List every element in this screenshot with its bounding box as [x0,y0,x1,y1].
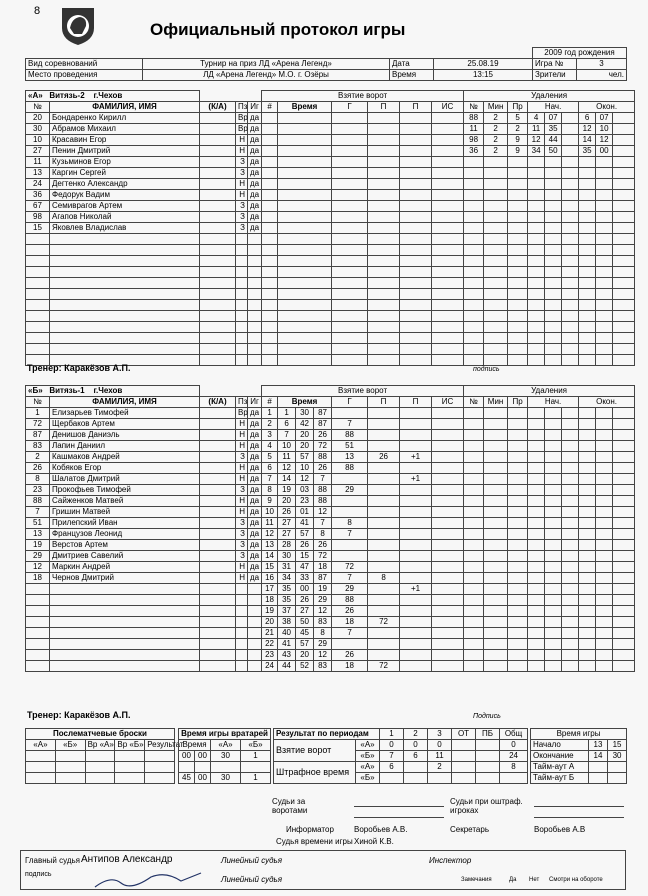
player-name: Денишов Даниэль [50,430,200,441]
player-name [50,234,200,245]
player-name: Красавин Егор [50,135,200,146]
player-name: Агапов Николай [50,212,200,223]
signatures-block: Главный судья Антипов Александр подпись Линейный судья Линейный судья Инспектор Замечания Да Нет Смотри на обороте [20,850,626,890]
game-value: 3 [577,59,627,70]
player-name [50,245,200,256]
player-name [50,267,200,278]
team-b-row: 87 Денишов Даниэль Н да 3 7 20 26 88 [26,430,635,441]
comp-label: Вид соревнований [26,59,143,70]
team-a-section: «А» Витязь-2 г.Чехов Взятие ворот Удаления № ФАМИЛИЯ, ИМЯ (К/А) Пз Иг # Время Г П П ИС № Мин Пр Нач. Окон. 20 Бондаренко Кирилл Вр да 88 2 5 4 07 6 07 30 Абрамов Михаил Вр да 11 2 2 11 35 12 10 10 Красавин Егор Н да 98 2 9 12 44 14 12 27 Пенин Дмитрий Н да 36 2 9 34 50 35 00 11 Кузьминов Егор З да 13 Каргин Сергей З да 24 Дегтенко Александр Н да 36 Федорук Вадим Н да 67 Семиврагов Артем З да 98 Агапов Николай З да 15 Яковлев Владислав З да Тренер: Каракёзов А.П. подпись [25,90,626,366]
comp-value: Турнир на приз ЛД «Арена Легенд» [143,59,390,70]
chief-name: Антипов Александр [81,854,173,865]
player-name [50,322,200,333]
period-results-table: Результат по периодам 1 2 3 ОТ ПБ Общ Взятие ворот «А» 0 0 0 0 «Б» 7 6 11 24 Штрафное время «А» 6 2 8 «Б» [273,728,528,784]
player-name: Чернов Дмитрий [50,573,200,584]
player-name: Кобяков Егор [50,463,200,474]
player-name: Щербаков Артем [50,419,200,430]
spect-value: чел. [577,70,627,81]
player-name: Федорук Вадим [50,190,200,201]
team-b-section: «Б» Витязь-1 г.Чехов Взятие ворот Удаления № ФАМИЛИЯ, ИМЯ (К/А) Пз Иг # Время Г П П ИС № Мин Пр Нач. Окон. 1 Елизарьев Тимофей Вр да 1 1 30 87 72 Щербаков Артем Н да 2 6 42 87 7 87 Денишов Даниэль Н да 3 7 20 26 88 83 Лапин Даниил Н да 4 10 20 72 51 2 Кашмаков Андрей З да 5 11 57 88 13 26 +1 26 Кобяков Егор Н да 6 12 10 26 88 8 Шалатов Дмитрий Н да 7 14 12 7 +1 23 Прокофьев Тимофей З да 8 19 03 88 29 88 Сайженков Матвей Н да 9 20 23 88 7 Гришин Матвей Н да 10 26 01 12 51 Прилепский Иван З да 11 27 41 7 8 13 Французов Леонид З да 12 27 57 8 7 19 Верстов Артем З да 13 28 26 26 29 Дмитриев Савелий З да 14 30 15 72 12 Маркин Андрей Н да 15 31 47 18 72 18 Чернов Дмитрий Н да 16 34 33 87 7 8 17 35 00 19 29 +1 18 35 26 29 88 19 37 27 12 26 20 38 50 83 18 72 21 40 45 8 7 22 41 57 29 23 43 20 12 26 24 44 52 83 18 72 Тренер: Каракёзов А.П. Подпись [25,385,626,672]
player-name: Абрамов Михаил [50,124,200,135]
team-b-row: 22 41 57 29 [26,639,635,650]
player-name: Бондаренко Кирилл [50,113,200,124]
player-name: Каргин Сергей [50,168,200,179]
team-a-row [26,278,635,289]
time-label: Время [390,70,434,81]
player-name: Кузьминов Егор [50,157,200,168]
team-a-row [26,256,635,267]
player-name [50,584,200,595]
player-name [50,628,200,639]
player-name: Сайженков Матвей [50,496,200,507]
team-b-row: 13 Французов Леонид З да 12 27 57 8 7 [26,529,635,540]
team-a-row [26,322,635,333]
player-name: Дмитриев Савелий [50,551,200,562]
team-a-row [26,311,635,322]
date-label: Дата [390,59,434,70]
player-name [50,289,200,300]
birth-year: 2009 год рождения [533,48,627,59]
team-b-name: Витязь-1 [49,386,85,395]
date-value: 25.08.19 [434,59,533,70]
team-a-row: 20 Бондаренко Кирилл Вр да 88 2 5 4 07 6 07 [26,113,635,124]
player-name: Лапин Даниил [50,441,200,452]
chief-signature-icon [91,865,211,891]
team-b-coach: Тренер: Каракёзов А.П. [27,710,131,720]
player-name [50,256,200,267]
player-name [50,617,200,628]
page-number: 8 [34,5,41,17]
player-name: Пенин Дмитрий [50,146,200,157]
player-name: Яковлев Владислав [50,223,200,234]
league-logo-icon [60,4,96,46]
team-a-row: 67 Семиврагов Артем З да [26,201,635,212]
team-b-row: 51 Прилепский Иван З да 11 27 41 7 8 [26,518,635,529]
team-a-sign: подпись [473,366,500,373]
team-b-row: 18 35 26 29 88 [26,595,635,606]
team-b-row: 12 Маркин Андрей Н да 15 31 47 18 72 [26,562,635,573]
place-label: Место проведения [26,70,143,81]
team-b-row: 1 Елизарьев Тимофей Вр да 1 1 30 87 [26,408,635,419]
team-a-row: 11 Кузьминов Егор З да [26,157,635,168]
game-time-table: Время игры Начало 13 15 Окончание 14 30 Тайм-аут А Тайм-аут Б [530,728,627,784]
team-b-row: 20 38 50 83 18 72 [26,617,635,628]
team-a-row: 27 Пенин Дмитрий Н да 36 2 9 34 50 35 00 [26,146,635,157]
player-name [50,278,200,289]
team-b-row: 19 37 27 12 26 [26,606,635,617]
player-name: Семиврагов Артем [50,201,200,212]
page-title: Официальный протокол игры [150,20,406,39]
team-a-row [26,344,635,355]
player-name [50,300,200,311]
player-name [50,344,200,355]
team-b-row: 72 Щербаков Артем Н да 2 6 42 87 7 [26,419,635,430]
player-name: Кашмаков Андрей [50,452,200,463]
team-a-row: 24 Дегтенко Александр Н да [26,179,635,190]
player-name [50,595,200,606]
game-info-table [25,47,627,81]
time-value: 13:15 [434,70,533,81]
team-b-row: 24 44 52 83 18 72 [26,661,635,672]
player-name [50,606,200,617]
team-b-sign: Подпись [473,713,501,720]
team-b-row: 23 43 20 12 26 [26,650,635,661]
player-name [50,639,200,650]
team-a-row [26,289,635,300]
team-b-row: 83 Лапин Даниил Н да 4 10 20 72 51 [26,441,635,452]
spect-label: Зрители [533,70,577,81]
team-a-row [26,333,635,344]
player-name [50,333,200,344]
team-b-row: 18 Чернов Дмитрий Н да 16 34 33 87 7 8 [26,573,635,584]
team-b-row: 7 Гришин Матвей Н да 10 26 01 12 [26,507,635,518]
player-name: Шалатов Дмитрий [50,474,200,485]
team-a-row: 15 Яковлев Владислав З да [26,223,635,234]
team-a-row [26,234,635,245]
shootout-table: Послематчевые броски «А» «Б» Вр «А» Вр «Б» Результат [25,728,175,784]
team-a-coach: Тренер: Каракёзов А.П. [27,363,131,373]
team-a-row: 13 Каргин Сергей З да [26,168,635,179]
team-a-name: Витязь-2 [49,91,85,100]
goalie-time-table: Время игры вратарей Время «А» «Б» 00 00 30 1 45 00 30 1 [178,728,271,784]
player-name: Прокофьев Тимофей [50,485,200,496]
game-label: Игра № [533,59,577,70]
place-value: ЛД «Арена Легенд» М.О. г. Озёры [143,70,390,81]
team-b-row: 23 Прокофьев Тимофей З да 8 19 03 88 29 [26,485,635,496]
protocol-page: 8 Официальный протокол игры 2009 год рождения Вид соревнований Турнир на приз ЛД «Арена Легенд» Дата 25.08.19 Игра № 3 Место проведения ЛД «Арена Легенд» М.О. г. Озёры Время 13:15 Зрители чел. «А» Витязь-2 г.Чехов Взятие ворот Удаления № ФАМИЛИЯ, ИМЯ (К/А) Пз Иг # Время Г П П ИС № Мин Пр Нач. Окон. 20 Бондаренко Кирилл Вр да 88 2 5 4 07 6 07 30 Абрамов Михаил Вр да 11 2 2 11 35 12 10 10 Красавин Егор Н да 98 2 9 12 44 14 12 27 Пенин Дмитрий Н да 36 2 9 34 50 35 00 11 Кузьминов Егор З да 13 Каргин Сергей З да 24 Дегтенко Александр Н да 36 Федорук Вадим Н да 67 Семиврагов Артем З да 98 Агапов Николай З да 15 Яковлев Владислав З да Тренер: Каракёзов А.П. подпись «Б» Витязь-1 г.Чехов Взятие ворот Удаления № ФАМИЛИЯ, ИМЯ (К/А) Пз Иг # Время Г П П ИС № Мин Пр Нач. Окон. 1 Елизарьев Тимофей Вр да 1 1 30 87 72 Щербаков Артем Н да 2 6 42 87 7 87 Денишов Даниэль Н да 3 7 20 26 88 83 Лапин Даниил Н да 4 10 20 72 51 2 Кашмаков Андрей З да 5 11 57 88 13 26 +1 26 Кобяков Егор Н да 6 12 10 26 88 8 Шалатов Дмитрий Н да 7 14 12 7 +1 23 Прокофьев Тимофей З да 8 19 03 88 29 88 Сайженков Матвей Н да 9 20 23 88 7 Гришин Матвей Н да 10 26 01 12 51 Прилепский Иван З да 11 27 41 7 8 13 Французов Леонид З да 12 27 57 8 7 19 Верстов Артем З да 13 28 26 26 29 Дмитриев Савелий З да 14 30 15 72 12 Маркин Андрей Н да 15 31 47 18 72 18 Чернов Дмитрий Н да 16 34 33 87 7 8 17 35 00 19 29 +1 18 35 26 29 88 19 37 27 12 26 20 38 50 83 18 72 21 40 45 8 7 22 41 57 29 23 43 20 12 26 24 44 52 83 18 72 Тренер: Каракёзов А.П. Подпись Послематчевые броски «А» «Б» Вр «А» Вр «Б» Результат Время игры вратарей Время «А» «Б» 00 00 30 1 45 00 30 1 Результат по периодам 1 2 3 ОТ ПБ Общ Взятие ворот «А» 0 0 0 0 «Б» 7 6 11 24 Штрафное время «А» 6 2 8 «Б» Время игры Начало 13 15 Окончание 14 30 Тайм-аут А Тайм-аут Б Судьи за воротами Судьи при оштраф. игроках Информатор Воробьев А.В. Секретарь Воробьев А.В Судья времени игры Хиной К.В. Главный судья Антипов Александр подпись Линейный судья Линейный судья Инспектор Замечания Да Нет Смотри на обороте [0,0,648,896]
player-name: Верстов Артем [50,540,200,551]
player-name: Прилепский Иван [50,518,200,529]
team-a-row [26,267,635,278]
team-b-row: 21 40 45 8 7 [26,628,635,639]
team-a-row [26,245,635,256]
player-name: Французов Леонид [50,529,200,540]
player-name: Елизарьев Тимофей [50,408,200,419]
team-b-row: 2 Кашмаков Андрей З да 5 11 57 88 13 26 +1 [26,452,635,463]
player-name [50,650,200,661]
team-a-row: 36 Федорук Вадим Н да [26,190,635,201]
team-b-row: 26 Кобяков Егор Н да 6 12 10 26 88 [26,463,635,474]
team-b-row: 29 Дмитриев Савелий З да 14 30 15 72 [26,551,635,562]
team-a-row: 30 Абрамов Михаил Вр да 11 2 2 11 35 12 10 [26,124,635,135]
player-name [50,661,200,672]
team-a-row: 98 Агапов Николай З да [26,212,635,223]
player-name: Гришин Матвей [50,507,200,518]
team-b-row: 19 Верстов Артем З да 13 28 26 26 [26,540,635,551]
team-b-row: 17 35 00 19 29 +1 [26,584,635,595]
team-a-row: 10 Красавин Егор Н да 98 2 9 12 44 14 12 [26,135,635,146]
team-b-row: 88 Сайженков Матвей Н да 9 20 23 88 [26,496,635,507]
team-a-row [26,300,635,311]
player-name [50,311,200,322]
player-name: Маркин Андрей [50,562,200,573]
team-b-row: 8 Шалатов Дмитрий Н да 7 14 12 7 +1 [26,474,635,485]
player-name: Дегтенко Александр [50,179,200,190]
